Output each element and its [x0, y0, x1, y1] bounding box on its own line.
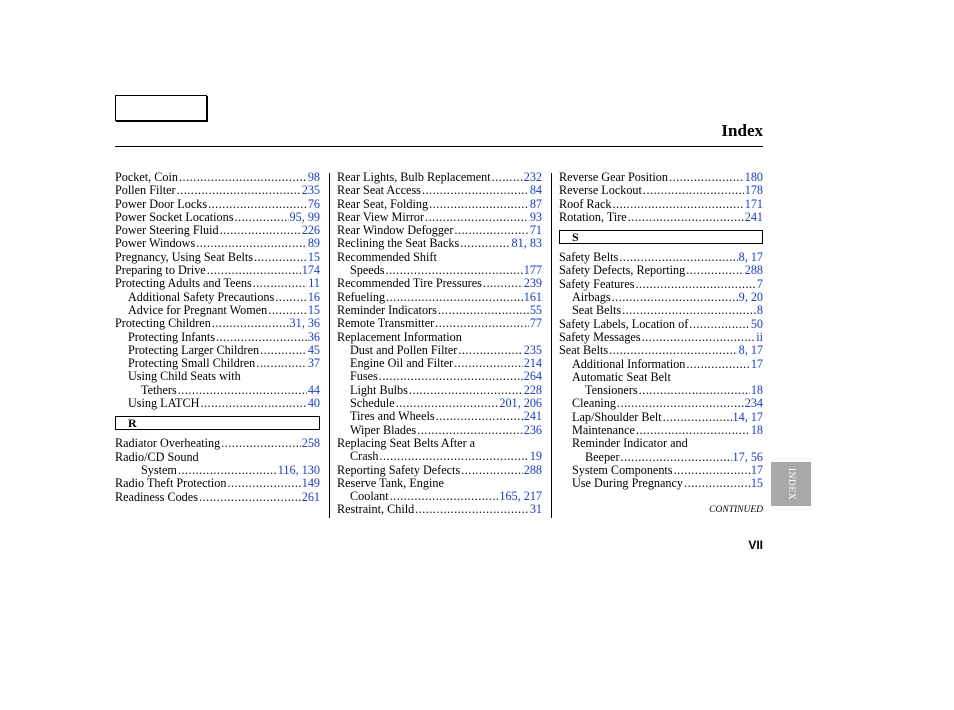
dot-leader — [386, 264, 523, 277]
dot-leader — [619, 251, 737, 264]
page-reference-link[interactable]: 9, 20 — [738, 290, 763, 305]
entry-label: Seat Belts — [572, 303, 622, 318]
entry-label: Advice for Pregnant Women — [128, 302, 268, 317]
index-entry — [115, 437, 320, 450]
dot-leader — [460, 237, 510, 250]
page-reference-link[interactable]: 18 — [750, 423, 763, 438]
dot-leader — [635, 278, 755, 291]
page-reference-link[interactable]: 180 — [744, 170, 763, 184]
index-entry — [559, 198, 763, 211]
page-reference-link[interactable]: 81, 83 — [511, 236, 542, 251]
page-reference-link[interactable]: 171 — [744, 196, 763, 211]
index-heading: Replacing Seat Belts After a — [337, 435, 476, 450]
dot-leader — [454, 224, 528, 237]
page-reference-link[interactable]: 71 — [529, 223, 542, 238]
dot-leader — [178, 464, 277, 477]
index-heading: Recommended Shift — [337, 249, 437, 264]
entry-label: Reverse Lockout — [559, 183, 642, 198]
index-entry — [337, 277, 542, 290]
index-entry — [559, 451, 763, 464]
entry-label: Roof Rack — [559, 196, 612, 211]
entry-label: Reporting Safety Defects — [337, 462, 461, 477]
page-reference-link[interactable]: 15 — [307, 249, 320, 264]
entry-label: Rear View Mirror — [337, 209, 425, 224]
index-side-tab[interactable] — [771, 462, 811, 506]
page-reference-link[interactable]: 31, 36 — [289, 316, 320, 331]
entry-label: Speeds — [350, 263, 385, 278]
dot-leader — [461, 464, 523, 477]
entry-label: Preparing to Drive — [115, 263, 206, 278]
page-reference-link[interactable]: 241 — [744, 209, 763, 224]
dot-leader — [617, 397, 744, 410]
index-entry — [115, 331, 320, 344]
page-reference-link[interactable]: 232 — [523, 170, 542, 184]
page-reference-link[interactable]: 15 — [307, 302, 320, 317]
page-reference-link[interactable]: 288 — [744, 263, 763, 278]
page-reference-link[interactable]: 77 — [529, 316, 542, 331]
page-reference-link[interactable]: 161 — [523, 289, 542, 304]
entry-label: Restraint, Child — [337, 502, 415, 517]
index-entry — [337, 370, 542, 383]
dot-leader — [642, 331, 756, 344]
entry-label: Beeper — [585, 449, 620, 464]
dot-leader — [212, 317, 289, 330]
entry-label: Pregnancy, Using Seat Belts — [115, 249, 253, 264]
page-reference-link[interactable]: 87 — [529, 196, 542, 211]
index-entry — [559, 397, 763, 410]
page-reference-link[interactable]: 19 — [529, 449, 542, 464]
entry-label: Power Steering Fluid — [115, 223, 219, 238]
index-entry — [115, 384, 320, 397]
index-entry — [337, 317, 542, 330]
dot-leader — [636, 424, 750, 437]
page-reference-link[interactable]: 11 — [308, 276, 320, 291]
entry-label: Reverse Gear Position — [559, 170, 668, 184]
index-column-2 — [337, 171, 542, 517]
dot-leader — [260, 344, 307, 357]
dot-leader — [454, 357, 522, 370]
entry-label: System Components — [572, 462, 673, 477]
page-reference-link[interactable]: 234 — [744, 396, 763, 411]
dot-leader — [609, 344, 738, 357]
entry-label: Tires and Wheels — [350, 409, 435, 424]
index-entry — [337, 410, 542, 423]
index-entry — [115, 251, 320, 264]
dot-leader — [221, 437, 300, 450]
entry-label: Reclining the Seat Backs — [337, 236, 460, 251]
dot-leader — [686, 264, 743, 277]
dot-leader — [458, 344, 522, 357]
dot-leader — [669, 171, 744, 184]
page-reference-link[interactable]: 177 — [523, 263, 542, 278]
dot-leader — [196, 237, 307, 250]
entry-label: Power Socket Locations — [115, 209, 234, 224]
index-entry — [559, 251, 763, 264]
index-entry — [559, 211, 763, 224]
page-reference-link[interactable]: 241 — [523, 409, 542, 424]
page-title: Index — [721, 121, 763, 140]
dot-leader — [396, 397, 499, 410]
index-entry — [115, 291, 320, 304]
page-reference-link[interactable]: 84 — [529, 183, 542, 198]
entry-label: Safety Belts — [559, 250, 619, 265]
page-reference-link[interactable]: 165, 217 — [499, 489, 542, 504]
index-entry — [337, 304, 542, 317]
entry-label: Radio Theft Protection — [115, 476, 227, 491]
entry-label: Protecting Children — [115, 316, 211, 331]
entry-label: Rear Window Defogger — [337, 223, 454, 238]
entry-label: Using LATCH — [128, 396, 200, 411]
page-reference-link[interactable]: 55 — [529, 302, 542, 317]
entry-label: Pocket, Coin — [115, 170, 178, 184]
entry-label: Additional Safety Precautions — [128, 289, 275, 304]
index-entry — [115, 224, 320, 237]
entry-label: Schedule — [350, 396, 395, 411]
section-header: R — [115, 416, 320, 430]
entry-label: System — [141, 462, 177, 477]
page-reference-link[interactable]: 50 — [750, 316, 763, 331]
page-reference-link[interactable]: 17 — [750, 462, 763, 477]
page-reference-link[interactable]: 8, 17 — [738, 343, 763, 358]
page-reference-link[interactable]: 288 — [523, 462, 542, 477]
dot-leader — [216, 331, 307, 344]
page-reference-link[interactable]: 239 — [523, 276, 542, 291]
index-entry — [115, 277, 320, 290]
index-entry — [115, 237, 320, 250]
page-reference-link[interactable]: 8 — [756, 303, 763, 318]
page-reference-link[interactable]: 14, 17 — [732, 409, 763, 424]
entry-label: Safety Defects, Reporting — [559, 263, 686, 278]
index-entry — [559, 477, 763, 490]
entry-label: Use During Pregnancy — [572, 476, 684, 491]
entry-label: Cleaning — [572, 396, 617, 411]
page-reference-link[interactable]: 98 — [307, 170, 320, 184]
page-number: VII — [748, 538, 763, 552]
dot-leader — [622, 304, 756, 317]
dot-leader — [422, 184, 529, 197]
entry-label: Refueling — [337, 289, 386, 304]
index-entry — [337, 464, 542, 477]
index-entry — [559, 344, 763, 357]
entry-label: Protecting Larger Children — [128, 342, 260, 357]
entry-label: Dust and Pollen Filter — [350, 342, 458, 357]
page-reference-link[interactable]: 40 — [307, 396, 320, 411]
index-entry — [115, 477, 320, 490]
index-entry — [337, 424, 542, 437]
entry-label: Safety Features — [559, 276, 635, 291]
index-entry — [337, 198, 542, 211]
page-reference-link[interactable]: 178 — [744, 183, 763, 198]
page-reference-link[interactable]: 174 — [301, 263, 320, 278]
index-entry — [115, 317, 320, 330]
column-divider — [329, 173, 330, 518]
entry-label: Fuses — [350, 369, 378, 384]
index-entry — [559, 411, 763, 424]
index-entry — [115, 464, 320, 477]
page-reference-link[interactable]: 258 — [301, 436, 320, 451]
page-reference-link[interactable]: 7 — [756, 276, 763, 291]
dot-leader — [208, 198, 307, 211]
index-entry — [337, 171, 542, 184]
index-entry — [115, 357, 320, 370]
dot-leader — [628, 211, 744, 224]
page-reference-link[interactable]: 235 — [523, 342, 542, 357]
index-heading: Automatic Seat Belt — [572, 369, 671, 384]
index-entry — [115, 397, 320, 410]
index-entry — [559, 331, 763, 344]
dot-leader — [390, 490, 499, 503]
page-reference-link[interactable]: 8, 17 — [738, 250, 763, 265]
index-entry — [337, 184, 542, 197]
page-reference-link[interactable]: 201, 206 — [499, 396, 542, 411]
entry-label: Tensioners — [585, 383, 638, 398]
index-entry — [559, 171, 763, 184]
dot-leader — [425, 211, 529, 224]
page-reference-link[interactable]: 116, 130 — [277, 462, 320, 477]
index-heading: Using Child Seats with — [128, 369, 241, 384]
dot-leader — [227, 477, 300, 490]
index-entry — [559, 304, 763, 317]
dot-leader — [178, 384, 307, 397]
dot-leader — [220, 224, 301, 237]
index-entry — [559, 358, 763, 371]
dot-leader — [379, 370, 523, 383]
entry-label: Pollen Filter — [115, 183, 176, 198]
index-entry — [115, 491, 320, 504]
side-tab-label: INDEX — [786, 467, 796, 501]
dot-leader — [621, 451, 732, 464]
index-entry — [559, 184, 763, 197]
index-entry — [115, 211, 320, 224]
page-reference-link[interactable]: 44 — [307, 382, 320, 397]
dot-leader — [254, 251, 307, 264]
entry-label: Rear Seat, Folding — [337, 196, 429, 211]
column-divider — [551, 173, 552, 518]
section-header: S — [559, 230, 763, 244]
dot-leader — [417, 424, 523, 437]
index-entry — [115, 344, 320, 357]
page-reference-link[interactable]: 226 — [301, 223, 320, 238]
entry-label: Lap/Shoulder Belt — [572, 409, 662, 424]
index-entry — [337, 490, 542, 503]
dot-leader — [379, 450, 528, 463]
index-entry — [559, 264, 763, 277]
page-reference-link[interactable]: 95, 99 — [289, 209, 320, 224]
index-entry — [337, 264, 542, 277]
index-entry — [337, 450, 542, 463]
dot-leader — [612, 291, 738, 304]
page-reference-link[interactable]: 17, 56 — [732, 449, 763, 464]
header-rule — [115, 146, 763, 147]
index-entry — [559, 278, 763, 291]
page-reference-link[interactable]: 16 — [307, 289, 320, 304]
dot-leader — [639, 384, 750, 397]
entry-label: Power Door Locks — [115, 196, 208, 211]
page-reference-link[interactable]: 264 — [523, 369, 542, 384]
dot-leader — [674, 464, 750, 477]
index-heading: Reminder Indicator and — [572, 436, 688, 451]
page-reference-link[interactable]: 93 — [529, 209, 542, 224]
entry-label: Readiness Codes — [115, 489, 198, 504]
index-entry — [559, 318, 763, 331]
dot-leader — [207, 264, 301, 277]
page-reference-link[interactable]: 17 — [750, 356, 763, 371]
index-entry — [559, 384, 763, 397]
entry-label: Additional Information — [572, 356, 686, 371]
index-entry — [559, 464, 763, 477]
page-reference-link[interactable]: 236 — [523, 422, 542, 437]
index-entry — [115, 264, 320, 277]
dot-leader — [684, 477, 750, 490]
dot-leader — [179, 171, 307, 184]
entry-label: Maintenance — [572, 423, 635, 438]
entry-label: Seat Belts — [559, 343, 609, 358]
entry-label: Tethers — [141, 382, 177, 397]
entry-label: Recommended Tire Pressures — [337, 276, 482, 291]
entry-label: Rotation, Tire — [559, 209, 627, 224]
index-entry — [115, 304, 320, 317]
dot-leader — [429, 198, 529, 211]
dot-leader — [643, 184, 744, 197]
entry-label: Crash — [350, 449, 379, 464]
index-entry — [115, 198, 320, 211]
continued-note: CONTINUED — [709, 505, 763, 515]
entry-label: Airbags — [572, 290, 611, 305]
index-entry — [337, 357, 542, 370]
dot-leader — [415, 503, 529, 516]
dot-leader — [483, 277, 523, 290]
dot-leader — [686, 358, 749, 371]
entry-label: Rear Seat Access — [337, 183, 421, 198]
dot-leader — [199, 491, 301, 504]
entry-label: Safety Labels, Location of — [559, 316, 689, 331]
entry-label: Protecting Infants — [128, 329, 215, 344]
dot-leader — [492, 171, 523, 184]
page-reference-link[interactable]: 149 — [301, 476, 320, 491]
page-reference-link[interactable]: 45 — [307, 342, 320, 357]
index-entry — [115, 184, 320, 197]
index-entry — [337, 237, 542, 250]
dot-leader — [253, 277, 308, 290]
index-entry — [559, 291, 763, 304]
page-reference-link[interactable]: ii — [756, 329, 763, 344]
dot-leader — [435, 317, 529, 330]
dot-leader — [386, 291, 523, 304]
index-heading: Radio/CD Sound — [115, 449, 199, 464]
index-heading: Reserve Tank, Engine — [337, 475, 444, 490]
index-entry — [337, 211, 542, 224]
index-entry — [337, 344, 542, 357]
entry-label: Wiper Blades — [350, 422, 417, 437]
dot-leader — [268, 304, 307, 317]
entry-label: Coolant — [350, 489, 389, 504]
nav-box — [115, 95, 207, 121]
page-reference-link[interactable]: 235 — [301, 183, 320, 198]
page-reference-link[interactable]: 18 — [750, 383, 763, 398]
dot-leader — [275, 291, 307, 304]
page-reference-link[interactable]: 31 — [529, 502, 542, 517]
entry-label: Rear Lights, Bulb Replacement — [337, 170, 491, 184]
page-reference-link[interactable]: 37 — [307, 356, 320, 371]
dot-leader — [234, 211, 288, 224]
page-reference-link[interactable]: 261 — [301, 489, 320, 504]
entry-label: Engine Oil and Filter — [350, 356, 454, 371]
page-reference-link[interactable]: 214 — [523, 356, 542, 371]
page-reference-link[interactable]: 15 — [750, 476, 763, 491]
page-reference-link[interactable]: 36 — [307, 329, 320, 344]
index-entry — [337, 397, 542, 410]
index-entry — [559, 424, 763, 437]
dot-leader — [200, 397, 306, 410]
index-column-3 — [559, 171, 763, 491]
entry-label: Remote Transmitter — [337, 316, 435, 331]
dot-leader — [256, 357, 307, 370]
dot-leader — [663, 411, 732, 424]
index-entry — [115, 171, 320, 184]
dot-leader — [612, 198, 743, 211]
entry-label: Safety Messages — [559, 329, 641, 344]
index-heading: Replacement Information — [337, 329, 462, 344]
page-reference-link[interactable]: 76 — [307, 196, 320, 211]
dot-leader — [438, 304, 529, 317]
index-entry — [337, 291, 542, 304]
index-entry — [337, 384, 542, 397]
dot-leader — [409, 384, 523, 397]
dot-leader — [436, 410, 523, 423]
page-reference-link[interactable]: 89 — [307, 236, 320, 251]
index-entry — [337, 503, 542, 516]
entry-label: Power Windows — [115, 236, 196, 251]
entry-label: Reminder Indicators — [337, 302, 437, 317]
dot-leader — [689, 318, 750, 331]
dot-leader — [177, 184, 301, 197]
entry-label: Light Bulbs — [350, 382, 408, 397]
entry-label: Radiator Overheating — [115, 436, 221, 451]
entry-label: Protecting Small Children — [128, 356, 256, 371]
page-reference-link[interactable]: 228 — [523, 382, 542, 397]
index-entry — [337, 224, 542, 237]
index-column-1 — [115, 171, 320, 504]
entry-label: Protecting Adults and Teens — [115, 276, 252, 291]
